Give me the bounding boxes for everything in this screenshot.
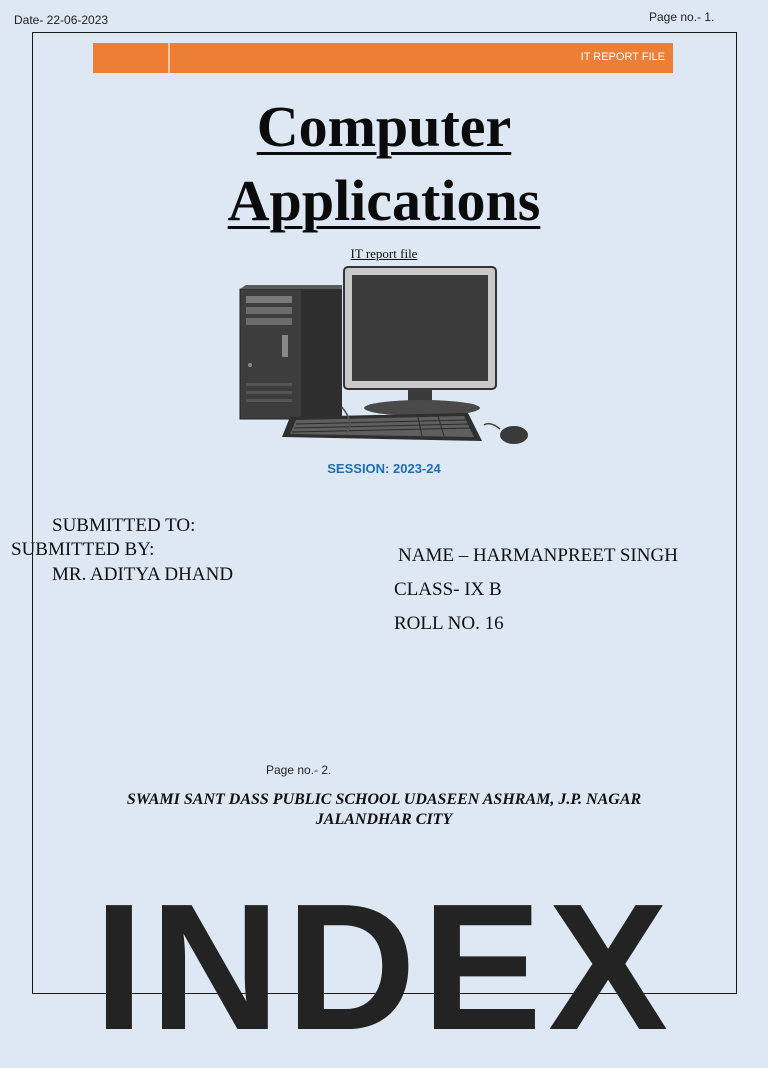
student-name: NAME – HARMANPREET SINGH [398, 545, 678, 566]
mouse-icon [484, 424, 528, 444]
monitor-icon [344, 267, 496, 416]
school-name-line-1: SWAMI SANT DASS PUBLIC SCHOOL UDASEEN ASHRAM, J.P. NAGAR [126, 791, 642, 808]
subtitle: IT report file [350, 246, 418, 261]
title-line-2: Applications [227, 168, 541, 233]
header-banner [93, 43, 673, 73]
date-text: Date- 22-06-2023 [14, 13, 109, 27]
page-number-1: Page no.- 1. [649, 10, 715, 24]
desktop-computer-icon [238, 265, 530, 451]
banner-divider [168, 43, 170, 73]
school-name-line-2: JALANDHAR CITY [315, 811, 453, 828]
session-label: SESSION: 2023-24 [327, 461, 441, 476]
roll-number: ROLL NO. 16 [394, 613, 504, 634]
banner-label: IT REPORT FILE [580, 51, 665, 63]
keyboard-icon [282, 413, 482, 441]
tower-icon [240, 285, 342, 419]
submitted-to-label: SUBMITTED TO: [52, 515, 196, 536]
page-number-2: Page no.- 2. [266, 763, 332, 777]
index-heading: INDEX [93, 867, 675, 1068]
title-line-1: Computer [256, 94, 512, 159]
submitted-by-label: SUBMITTED BY: [11, 539, 155, 560]
teacher-name: MR. ADITYA DHAND [52, 564, 234, 585]
student-class: CLASS- IX B [394, 579, 502, 600]
